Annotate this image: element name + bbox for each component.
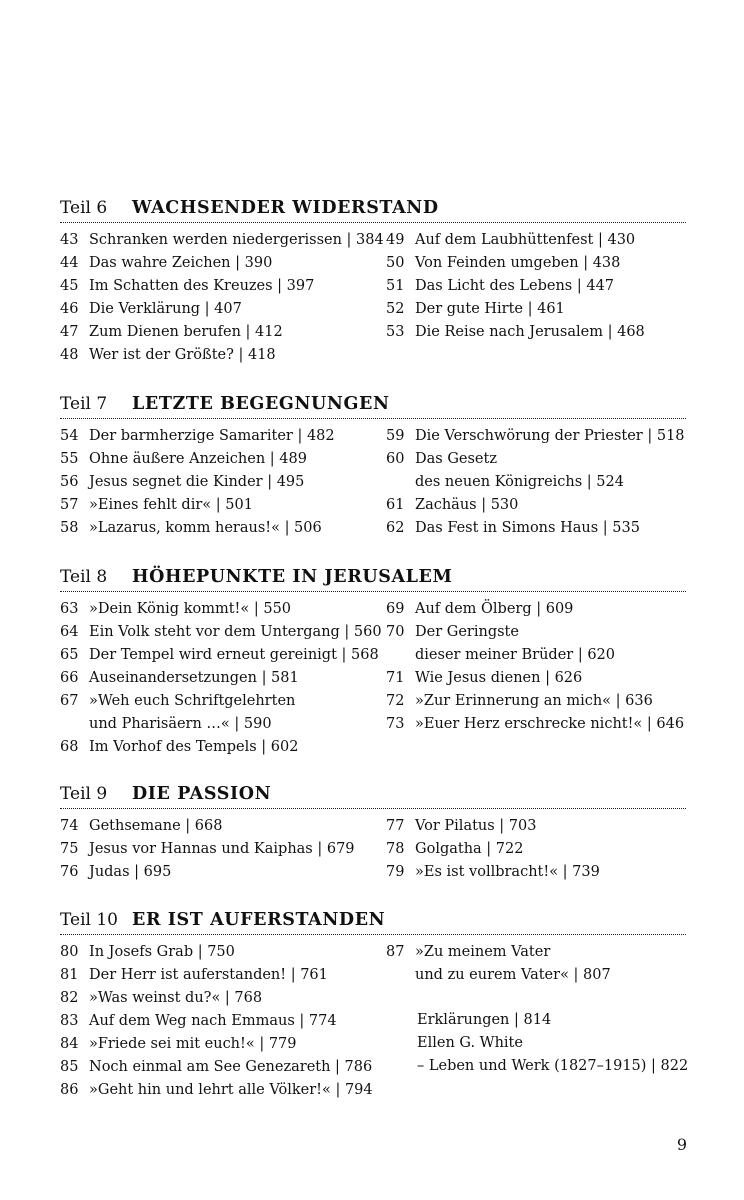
- chapter-number: 52: [386, 301, 405, 317]
- chapter-title: [89, 448, 380, 471]
- chapter-title: [415, 667, 686, 690]
- appendix-line: – Leben und Werk (1827–1915) | 822: [417, 1058, 689, 1074]
- part-title: ER IST AUFERSTANDEN: [132, 910, 386, 930]
- chapter-title-line: Auf dem Weg nach Emmaus | 774: [89, 1013, 337, 1029]
- toc-entry: [386, 229, 686, 252]
- chapter-title-line: Das Gesetz: [415, 451, 497, 467]
- chapter-title: [89, 425, 380, 448]
- toc-entry: [60, 598, 380, 621]
- toc-entry: [386, 517, 686, 540]
- chapter-title: [89, 229, 384, 252]
- chapter-number: 53: [386, 324, 405, 340]
- chapter-number: 68: [60, 739, 79, 755]
- chapter-title-line: Von Feinden umgeben | 438: [415, 255, 621, 271]
- chapter-title-line: »Dein König kommt!« | 550: [89, 601, 292, 617]
- chapter-title: [89, 517, 380, 540]
- toc-entry: [60, 964, 380, 987]
- chapter-title: [89, 1010, 380, 1033]
- chapter-title: [89, 1056, 380, 1079]
- toc-entry: [60, 275, 380, 298]
- toc-entry: [60, 941, 380, 964]
- chapter-title: [89, 275, 380, 298]
- chapter-number: 86: [60, 1082, 79, 1098]
- chapter-title-line: Wer ist der Größte? | 418: [89, 347, 276, 363]
- chapter-title-line: und Pharisäern …« | 590: [89, 716, 272, 732]
- page-number: 9: [676, 1135, 687, 1154]
- chapter-title-line: Jesus vor Hannas und Kaiphas | 679: [89, 841, 355, 857]
- chapter-number: 56: [60, 474, 79, 490]
- section-header: [60, 908, 686, 935]
- toc-entry: [60, 252, 380, 275]
- chapter-title-line: »Es ist vollbracht!« | 739: [415, 864, 600, 880]
- toc-entry: [386, 425, 686, 448]
- toc-entry: [386, 815, 686, 838]
- chapter-title: [89, 344, 380, 367]
- toc-entry: [60, 517, 380, 540]
- chapter-title: [89, 941, 380, 964]
- chapter-number: 54: [60, 428, 79, 444]
- chapter-title: [415, 861, 686, 884]
- section-header: [60, 196, 686, 223]
- chapter-number: 62: [386, 520, 405, 536]
- chapter-title: [89, 252, 380, 275]
- chapter-title-line: Auf dem Laubhüttenfest | 430: [415, 232, 636, 248]
- chapter-title: [89, 494, 380, 517]
- chapter-number: 55: [60, 451, 79, 467]
- toc-column-left: [60, 815, 380, 884]
- chapter-title: [89, 598, 380, 621]
- toc-entry: [60, 448, 380, 471]
- appendix-entries: [386, 1009, 689, 1078]
- part-label: Teil 8: [60, 567, 108, 587]
- chapter-title-line: und zu eurem Vater« | 807: [415, 967, 611, 983]
- chapter-title: [415, 425, 686, 448]
- toc-entry: [60, 229, 384, 252]
- toc-section: [60, 196, 686, 363]
- chapter-title: [415, 713, 686, 736]
- part-label: Teil 6: [60, 198, 108, 218]
- toc-column-right: [386, 941, 689, 1078]
- chapter-title-line: Jesus segnet die Kinder | 495: [89, 474, 305, 490]
- chapter-title-line: »Eines fehlt dir« | 501: [89, 497, 253, 513]
- toc-entry: [386, 861, 686, 884]
- chapter-title-line: Noch einmal am See Genezareth | 786: [89, 1059, 373, 1075]
- chapter-title-line: Auseinandersetzungen | 581: [89, 670, 299, 686]
- toc-entry: [60, 425, 380, 448]
- toc-entry: [386, 321, 686, 344]
- chapter-title: [415, 494, 686, 517]
- part-label: Teil 9: [60, 784, 108, 804]
- chapter-title: [415, 621, 686, 667]
- chapter-title: [89, 321, 380, 344]
- toc-section: [60, 565, 686, 755]
- chapter-number: 63: [60, 601, 79, 617]
- chapter-title: [89, 667, 380, 690]
- chapter-title-line: Golgatha | 722: [415, 841, 524, 857]
- chapter-title-line: Auf dem Ölberg | 609: [415, 601, 574, 617]
- section-header: [60, 392, 686, 419]
- toc-entry: [386, 621, 686, 667]
- chapter-title-line: Der Herr ist auferstanden! | 761: [89, 967, 328, 983]
- chapter-title: [89, 861, 380, 884]
- chapter-title-line: Die Reise nach Jerusalem | 468: [415, 324, 645, 340]
- chapter-title-line: »Euer Herz erschrecke nicht!« | 646: [415, 716, 685, 732]
- chapter-number: 76: [60, 864, 79, 880]
- chapter-title: [89, 964, 380, 987]
- part-title: LETZTE BEGEGNUNGEN: [132, 394, 390, 414]
- chapter-number: 49: [386, 232, 405, 248]
- toc-entry: [386, 252, 686, 275]
- chapter-title: [415, 690, 686, 713]
- toc-entry: [386, 941, 686, 987]
- toc-entry: [60, 1079, 380, 1102]
- part-title: DIE PASSION: [132, 784, 272, 804]
- appendix-line: Erklärungen | 814: [417, 1012, 552, 1028]
- toc-entry: [60, 987, 380, 1010]
- part-title: WACHSENDER WIDERSTAND: [132, 198, 439, 218]
- chapter-title-line: Der barmherzige Samariter | 482: [89, 428, 335, 444]
- part-label: Teil 10: [60, 910, 118, 930]
- chapter-number: 45: [60, 278, 79, 294]
- chapter-title-line: Wie Jesus dienen | 626: [415, 670, 583, 686]
- chapter-number: 75: [60, 841, 79, 857]
- chapter-number: 61: [386, 497, 405, 513]
- chapter-title: [415, 517, 686, 540]
- chapter-number: 78: [386, 841, 405, 857]
- chapter-title-line: Der gute Hirte | 461: [415, 301, 565, 317]
- chapter-title-line: Ein Volk steht vor dem Untergang | 560: [89, 624, 382, 640]
- section-header: [60, 782, 686, 809]
- chapter-number: 82: [60, 990, 79, 1006]
- chapter-title: [415, 598, 686, 621]
- toc-entry: [60, 494, 380, 517]
- chapter-title: [415, 321, 686, 344]
- toc-column-left: [60, 598, 380, 759]
- chapter-title-line: »Zur Erinnerung an mich« | 636: [415, 693, 653, 709]
- chapter-title-line: dieser meiner Brüder | 620: [415, 647, 615, 663]
- chapter-number: 65: [60, 647, 79, 663]
- chapter-number: 48: [60, 347, 79, 363]
- toc-entry: [386, 713, 686, 736]
- toc-entry: [60, 621, 380, 644]
- toc-column-right: [386, 425, 686, 540]
- chapter-title: [89, 621, 382, 644]
- toc-column-right: [386, 229, 686, 344]
- chapter-number: 77: [386, 818, 405, 834]
- chapter-title: [89, 736, 380, 759]
- toc-entry: [386, 667, 686, 690]
- toc-entry: [60, 815, 380, 838]
- part-label: Teil 7: [60, 394, 108, 414]
- chapter-number: 83: [60, 1013, 79, 1029]
- chapter-title-line: Gethsemane | 668: [89, 818, 223, 834]
- chapter-title: [89, 1033, 380, 1056]
- chapter-number: 51: [386, 278, 405, 294]
- part-title: HÖHEPUNKTE IN JERUSALEM: [132, 567, 453, 587]
- chapter-title: [89, 1079, 380, 1102]
- chapter-number: 70: [386, 624, 405, 640]
- chapter-number: 85: [60, 1059, 79, 1075]
- chapter-number: 66: [60, 670, 79, 686]
- toc-entry: [60, 861, 380, 884]
- chapter-number: 60: [386, 451, 405, 467]
- chapter-title-line: Der Geringste: [415, 624, 519, 640]
- toc-entry: [60, 1056, 380, 1079]
- chapter-title-line: »Lazarus, komm heraus!« | 506: [89, 520, 322, 536]
- chapter-title-line: Die Verschwörung der Priester | 518: [415, 428, 685, 444]
- chapter-number: 74: [60, 818, 79, 834]
- section-header: [60, 565, 686, 592]
- chapter-title-line: »Geht hin und lehrt alle Völker!« | 794: [89, 1082, 373, 1098]
- chapter-number: 84: [60, 1036, 79, 1052]
- chapter-title: [89, 815, 380, 838]
- chapter-title-line: Ohne äußere Anzeichen | 489: [89, 451, 307, 467]
- appendix-line: Ellen G. White: [417, 1035, 523, 1051]
- chapter-title: [415, 838, 686, 861]
- chapter-title-line: Zachäus | 530: [415, 497, 519, 513]
- toc-entry: [60, 321, 380, 344]
- chapter-title-line: »Friede sei mit euch!« | 779: [89, 1036, 297, 1052]
- chapter-title-line: Das Licht des Lebens | 447: [415, 278, 615, 294]
- chapter-number: 57: [60, 497, 79, 513]
- chapter-title-line: Im Vorhof des Tempels | 602: [89, 739, 299, 755]
- chapter-title-line: Zum Dienen berufen | 412: [89, 324, 283, 340]
- chapter-title: [89, 690, 380, 736]
- chapter-title-line: Der Tempel wird erneut gereinigt | 568: [89, 647, 379, 663]
- chapter-title-line: Das Fest in Simons Haus | 535: [415, 520, 640, 536]
- chapter-title: [415, 252, 686, 275]
- chapter-title-line: Vor Pilatus | 703: [415, 818, 537, 834]
- chapter-title: [415, 815, 686, 838]
- chapter-title: [89, 644, 380, 667]
- chapter-number: 73: [386, 716, 405, 732]
- chapter-title: [89, 471, 380, 494]
- toc-section: [60, 782, 686, 880]
- chapter-title-line: des neuen Königreichs | 524: [415, 474, 624, 490]
- toc-entry: [386, 448, 686, 494]
- chapter-number: 43: [60, 232, 79, 248]
- toc-entry: [386, 690, 686, 713]
- chapter-title-line: Im Schatten des Kreuzes | 397: [89, 278, 315, 294]
- chapter-number: 44: [60, 255, 79, 271]
- chapter-title-line: Das wahre Zeichen | 390: [89, 255, 273, 271]
- toc-entry: [386, 298, 686, 321]
- chapter-title: [415, 448, 686, 494]
- chapter-number: 46: [60, 301, 79, 317]
- toc-entry: [386, 838, 686, 861]
- chapter-title: [415, 275, 686, 298]
- toc-entry: [386, 598, 686, 621]
- chapter-title: [415, 298, 686, 321]
- chapter-title: [415, 941, 686, 987]
- toc-entry: [60, 667, 380, 690]
- chapter-title-line: »Weh euch Schriftgelehrten: [89, 693, 296, 709]
- chapter-title-line: »Zu meinem Vater: [415, 944, 551, 960]
- chapter-number: 81: [60, 967, 79, 983]
- chapter-number: 58: [60, 520, 79, 536]
- toc-column-right: [386, 815, 686, 884]
- toc-column-left: [60, 425, 380, 540]
- chapter-title: [89, 838, 380, 861]
- chapter-number: 80: [60, 944, 79, 960]
- chapter-number: 79: [386, 864, 405, 880]
- chapter-title: [89, 298, 380, 321]
- toc-entry: [60, 471, 380, 494]
- chapter-number: 87: [386, 944, 405, 960]
- chapter-title-line: Die Verklärung | 407: [89, 301, 242, 317]
- chapter-number: 64: [60, 624, 79, 640]
- chapter-number: 69: [386, 601, 405, 617]
- toc-column-left: [60, 229, 384, 367]
- chapter-title-line: In Josefs Grab | 750: [89, 944, 235, 960]
- chapter-number: 67: [60, 693, 79, 709]
- toc-entry: [60, 736, 380, 759]
- toc-entry: [60, 298, 380, 321]
- chapter-number: 71: [386, 670, 405, 686]
- toc-entry: [60, 690, 380, 736]
- spacer: [386, 987, 686, 1009]
- chapter-title: [89, 987, 380, 1010]
- chapter-number: 50: [386, 255, 405, 271]
- toc-entry: [60, 1010, 380, 1033]
- chapter-number: 47: [60, 324, 79, 340]
- chapter-title-line: Schranken werden niedergerissen | 384: [89, 232, 384, 248]
- toc-entry: [60, 1033, 380, 1056]
- toc-column-right: [386, 598, 686, 736]
- chapter-number: 72: [386, 693, 405, 709]
- chapter-number: 59: [386, 428, 405, 444]
- toc-section: [60, 392, 686, 536]
- toc-column-left: [60, 941, 380, 1102]
- toc-entry: [386, 494, 686, 517]
- toc-entry: [60, 838, 380, 861]
- toc-entry: [386, 275, 686, 298]
- toc-section: [60, 908, 689, 1098]
- toc-entry: [60, 344, 380, 367]
- chapter-title-line: Judas | 695: [89, 864, 172, 880]
- toc-entry: [60, 644, 380, 667]
- chapter-title: [415, 229, 686, 252]
- chapter-title-line: »Was weinst du?« | 768: [89, 990, 263, 1006]
